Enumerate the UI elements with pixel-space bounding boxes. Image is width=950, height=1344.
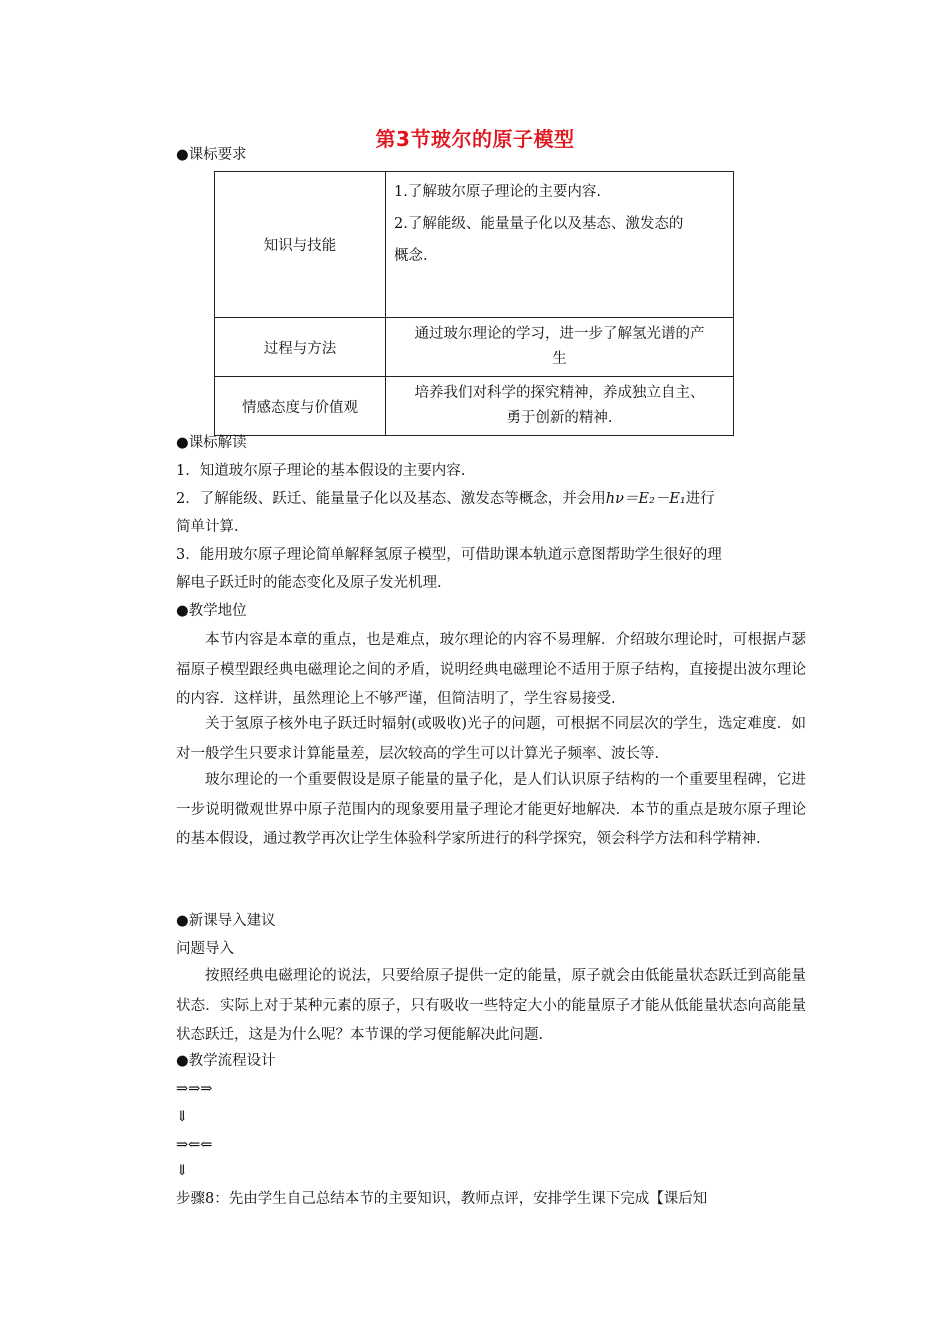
- section-heading-standards: ●课标要求: [176, 147, 247, 163]
- page-title: 第3节玻尔的原子模型: [375, 127, 575, 151]
- content-line: 勇于创新的精神.: [506, 410, 613, 426]
- item2-text: 2．了解能级、跃迁、能量量子化以及基态、激发态等概念，并会用: [176, 491, 606, 507]
- content-line: 2.了解能级、能量量子化以及基态、激发态的: [394, 216, 684, 232]
- section-heading-position: ●教学地位: [176, 603, 247, 619]
- flow-down-arrow-2: ⇓: [176, 1163, 189, 1179]
- position-paragraph-1: 本节内容是本章的重点，也是难点，玻尔理论的内容不易理解．介绍玻尔理论时，可根据卢瑟福原子模型跟经典电磁理论之间的矛盾，说明经典电磁理论不适用于原子结构，直接提出波尔理论的内容．这样讲，虽然理论上不够严谨，但简洁明了，学生容易接受.: [176, 632, 806, 707]
- standards-table: [214, 171, 734, 436]
- content-line: 1.了解玻尔原子理论的主要内容.: [394, 184, 601, 200]
- content-line: 生: [552, 351, 567, 367]
- table-row: [215, 377, 734, 436]
- section-heading-flow: ●教学流程设计: [176, 1053, 276, 1069]
- flow-step-8: 步骤8：先由学生自己总结本节的主要知识，教师点评，安排学生课下完成【课后知: [176, 1191, 708, 1207]
- section-heading-interpretation: ●课标解读: [176, 435, 247, 451]
- row-label-process: 过程与方法: [215, 318, 386, 377]
- row-content-attitude: [386, 377, 734, 436]
- interpretation-item-1: 1．知道玻尔原子理论的基本假设的主要内容.: [176, 463, 466, 479]
- position-paragraph-3: 玻尔理论的一个重要假设是原子能量的量子化，是人们认识原子结构的一个重要里程碑，它进一步说明微观世界中原子范围内的现象要用量子理论才能更好地解决．本节的重点是玻尔原子理论的基本假设，通过教学再次让学生体验科学家所进行的科学探究，领会科学方法和科学精神.: [176, 772, 806, 847]
- flow-down-arrow-1: ⇓: [176, 1109, 189, 1125]
- intro-subheading: 问题导入: [176, 941, 234, 957]
- intro-paragraph: 按照经典电磁理论的说法，只要给原子提供一定的能量，原子就会由低能量状态跃迁到高能量状态．实际上对于某种元素的原子，只有吸收一些特定大小的能量原子才能从低能量状态向高能量状态跃迁，这是为什么呢？本节课的学习便能解决此问题.: [176, 968, 806, 1043]
- interpretation-item-2-cont: 简单计算.: [176, 519, 239, 535]
- content-line: 概念.: [394, 248, 428, 264]
- row-label-attitude: 情感态度与价值观: [215, 377, 386, 436]
- section-heading-intro: ●新课导入建议: [176, 913, 276, 929]
- interpretation-item-2: [176, 488, 715, 510]
- energy-formula: hν＝E₂－E₁: [605, 491, 686, 507]
- item2-tail: 进行: [685, 491, 715, 507]
- content-line: 培养我们对科学的探究精神，养成独立自主、: [414, 385, 705, 401]
- table-row: [215, 318, 734, 377]
- interpretation-item-3: 3．能用玻尔原子理论简单解释氢原子模型，可借助课本轨道示意图帮助学生很好的理: [176, 547, 722, 563]
- content-line: 通过玻尔理论的学习，进一步了解氢光谱的产: [414, 326, 705, 342]
- position-paragraph-2: 关于氢原子核外电子跃迁时辐射(或吸收)光子的问题，可根据不同层次的学生，选定难度．如对一般学生只要求计算能量差，层次较高的学生可以计算光子频率、波长等.: [176, 716, 806, 762]
- flow-arrows-row-2: ⇒⇐⇐: [176, 1137, 213, 1153]
- row-label-knowledge: 知识与技能: [215, 172, 386, 318]
- interpretation-item-3-cont: 解电子跃迁时的能态变化及原子发光机理.: [176, 575, 442, 591]
- flow-arrows-row-1: ⇒⇒⇒: [176, 1081, 213, 1097]
- row-content-process: [386, 318, 734, 377]
- row-content-knowledge: [386, 172, 734, 318]
- table-row: [215, 172, 734, 318]
